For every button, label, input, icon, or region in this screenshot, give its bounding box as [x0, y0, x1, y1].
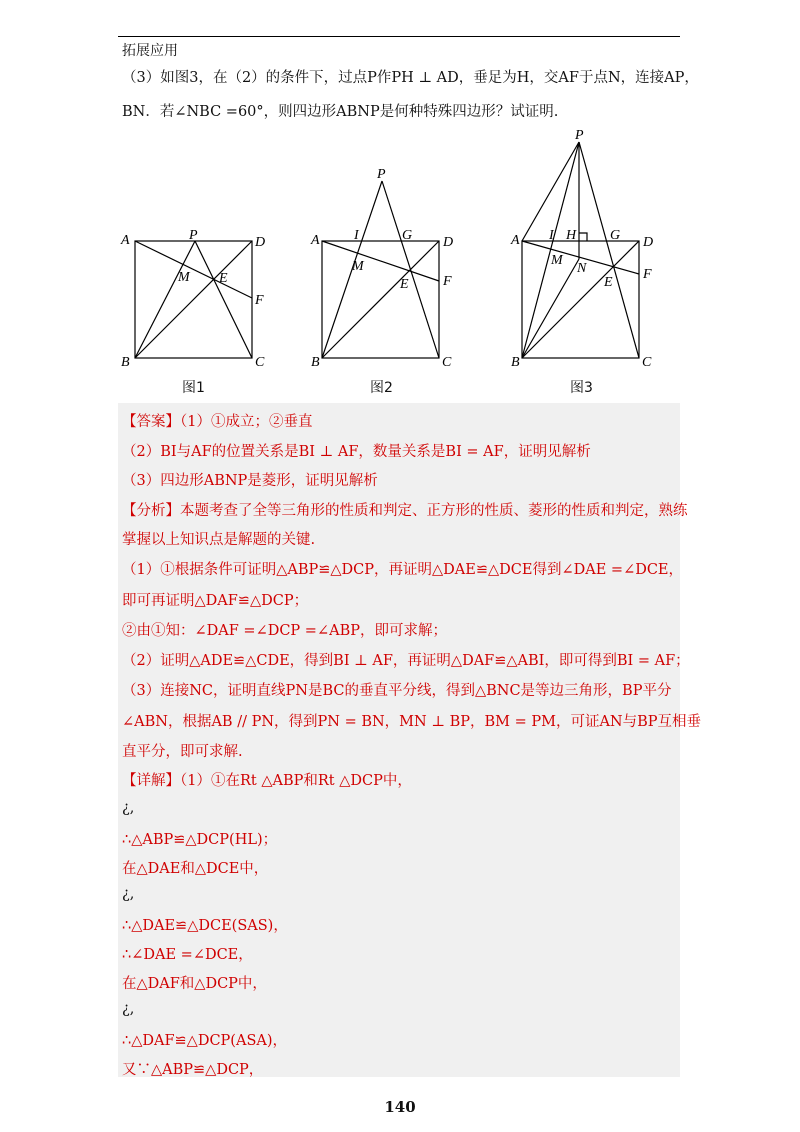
detail-line: 在△DAF和△DCP中，: [122, 976, 267, 992]
fig3-label: E: [604, 275, 613, 290]
analysis-line: 掌握以上知识点是解题的关键.: [122, 532, 316, 548]
answer-line: （3）四边形ABNP是菱形，证明见解析: [122, 473, 378, 489]
fig1-label: B: [121, 355, 130, 370]
fig2-label: P: [377, 167, 386, 182]
fig1-label: A: [121, 233, 130, 248]
fig2-label: B: [311, 355, 320, 370]
figure-1: [135, 241, 252, 358]
fig2-label: E: [400, 277, 409, 292]
geometry-figures: [108, 126, 688, 396]
question-line-2: BN．若∠NBC =60°，则四边形ABNP是何种特殊四边形？试证明.: [122, 104, 559, 120]
detail-line: ∴∠DAE =∠DCE，: [122, 947, 253, 963]
figure-1-caption: 图1: [182, 380, 205, 396]
analysis-line: （1）①根据条件可证明△ABP≌△DCP，再证明△DAE≌△DCE得到∠DAE =∠DCE，: [122, 562, 684, 578]
detail-line: 又∵△ABP≌△DCP，: [122, 1062, 264, 1078]
fig1-label: P: [189, 228, 198, 243]
fig3-label: I: [549, 228, 554, 243]
fig2-label: G: [402, 228, 413, 243]
fig3-label: D: [643, 235, 654, 250]
figure-3-caption: 图3: [570, 380, 593, 396]
figure-2-caption: 图2: [370, 380, 393, 396]
analysis-line: （2）证明△ADE≌△CDE，得到BI ⊥ AF，再证明△DAF≌△ABI，即可得到BI = AF；: [122, 653, 690, 669]
fig3-label: B: [511, 355, 520, 370]
answer-line: （2）BI与AF的位置关系是BI ⊥ AF，数量关系是BI = AF，证明见解析: [122, 444, 591, 460]
analysis-line: 【分析】本题考查了全等三角形的性质和判定、正方形的性质、菱形的性质和判定，熟练: [122, 503, 688, 519]
fig1-label: E: [219, 271, 228, 286]
fig1-label: F: [255, 293, 264, 308]
fig2-label: F: [443, 274, 452, 289]
fig2-label: D: [443, 235, 454, 250]
detail-line: 【详解】（1）①在Rt △ABP和Rt △DCP中，: [122, 773, 412, 789]
detail-line: ∴△DAE≌△DCE(SAS)，: [122, 918, 288, 934]
detail-line: ¿,: [122, 1001, 135, 1017]
question-line-1: （3）如图3，在（2）的条件下，过点P作PH ⊥ AD，垂足为H，交AF于点N，连接AP，: [122, 70, 699, 86]
fig3-label: N: [577, 261, 587, 276]
fig1-label: M: [178, 270, 190, 285]
fig3-label: P: [575, 128, 584, 143]
figures-svg: [108, 126, 688, 396]
fig2-label: A: [311, 233, 320, 248]
detail-line: 在△DAE和△DCE中，: [122, 861, 269, 877]
fig3-label: H: [566, 228, 577, 243]
fig3-label: C: [642, 355, 652, 370]
figure-3: [522, 142, 639, 358]
header-rule: [118, 36, 680, 37]
fig2-label: C: [442, 355, 452, 370]
figure-2-labels: [310, 167, 453, 370]
fig2-label: I: [354, 228, 359, 243]
analysis-line: 直平分，即可求解.: [122, 744, 243, 760]
fig3-label: G: [610, 228, 621, 243]
section-header: 拓展应用: [122, 43, 178, 59]
detail-line: ∴△ABP≌△DCP(HL)；: [122, 832, 278, 848]
fig3-label: A: [511, 233, 520, 248]
fig1-label: C: [255, 355, 265, 370]
answer-line: 【答案】（1）①成立；②垂直: [122, 414, 313, 430]
detail-line: ∴△DAF≌△DCP(ASA)，: [122, 1033, 288, 1049]
fig1-label: D: [255, 235, 266, 250]
fig3-label: M: [551, 253, 563, 268]
analysis-line: （3）连接NC，证明直线PN是BC的垂直平分线，得到△BNC是等边三角形，BP平分: [122, 683, 672, 699]
analysis-line: ②由①知：∠DAF =∠DCP =∠ABP，即可求解；: [122, 623, 447, 639]
page-number: 140: [384, 1098, 416, 1116]
analysis-line: ∠ABN，根据AB // PN，得到PN = BN，MN ⊥ BP，BM = PM，可证AN与BP互相垂: [122, 714, 702, 730]
analysis-line: 即可再证明△DAF≌△DCP；: [122, 593, 309, 609]
figure-2: [322, 181, 439, 358]
detail-line: ¿,: [122, 886, 135, 902]
detail-line: ¿,: [122, 800, 135, 816]
fig3-label: F: [643, 267, 652, 282]
fig2-label: M: [352, 259, 364, 274]
